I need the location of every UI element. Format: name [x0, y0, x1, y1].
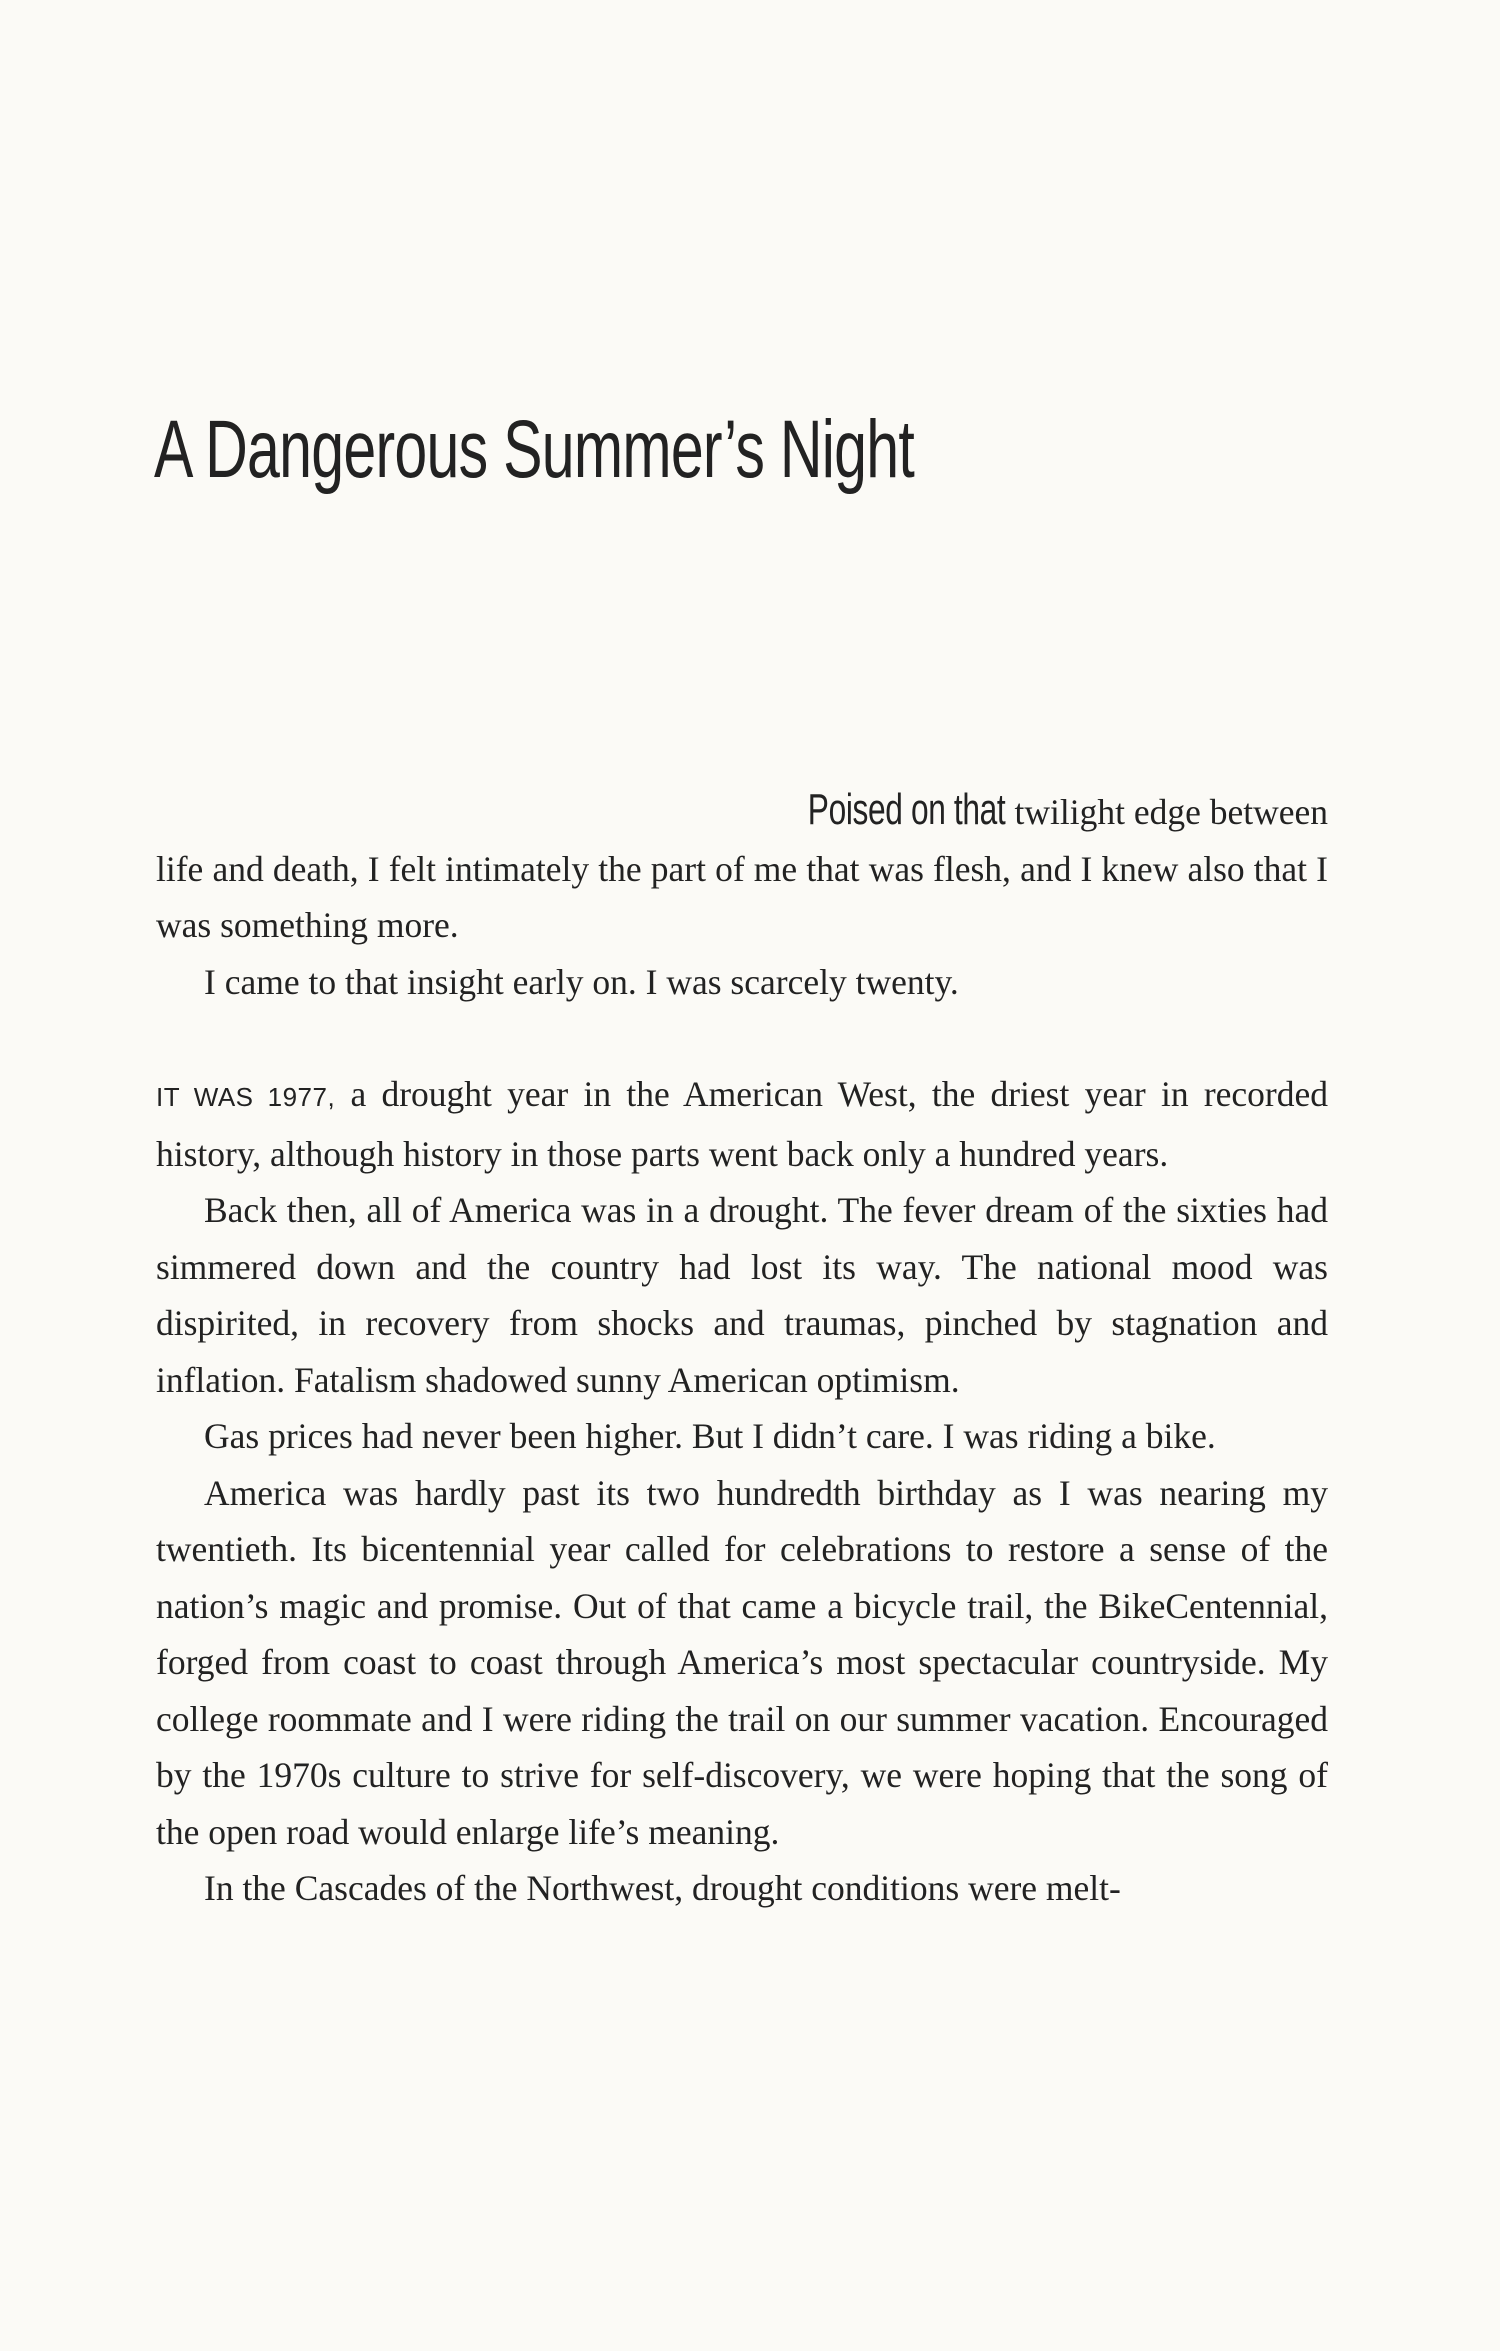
- paragraph-5: America was hardly past its two hundredth birthday as I was nearing my twentieth. Its bicentennial year called for celebrations to restore a sense of the nation’s magic and promise. Out of that came a bicycle trail, the BikeCentennial, forged from coast to coast through America’s most spectacular countryside. My college roommate and I were riding the trail on our summer vacation. Encouraged by the 1970s culture to strive for self-discovery, we were hoping that the song of the open road would enlarge life’s meaning.: [156, 1472, 1328, 1852]
- opening-lead-in: Poised on that: [808, 785, 1006, 834]
- opening-paragraph: [156, 782, 1328, 954]
- opening-first-line: [156, 782, 1328, 841]
- paragraph-3: Back then, all of America was in a drought. The fever dream of the sixties had simmered down and the country had lost its way. The national mood was dispirited, in recovery from shocks and traumas, pinched by stagnation and inflation. Fatalism shadowed sunny American optimism.: [156, 1190, 1328, 1400]
- paragraph-1: I came to that insight early on. I was scarcely twenty.: [204, 961, 959, 1002]
- opening-first-line-rest: twilight edge between: [1014, 792, 1328, 832]
- opening-rest: life and death, I felt intimately the part of me that was flesh, and I knew also that I was something more.: [156, 848, 1328, 945]
- paragraph-4: Gas prices had never been higher. But I didn’t care. I was riding a bike.: [204, 1416, 1216, 1456]
- paragraph-2-text: a drought year in the American West, the driest year in recorded history, although history in those parts went back only a hundred years.: [156, 1074, 1328, 1174]
- chapter-body: [156, 782, 1328, 1917]
- chapter-title: A Dangerous Summer’s Night: [154, 404, 915, 495]
- paragraph-6: In the Cascades of the Northwest, drought conditions were melt-: [204, 1868, 1121, 1908]
- paragraph-2: [156, 1066, 1328, 1182]
- section-lead-in: IT WAS 1977,: [156, 1082, 336, 1112]
